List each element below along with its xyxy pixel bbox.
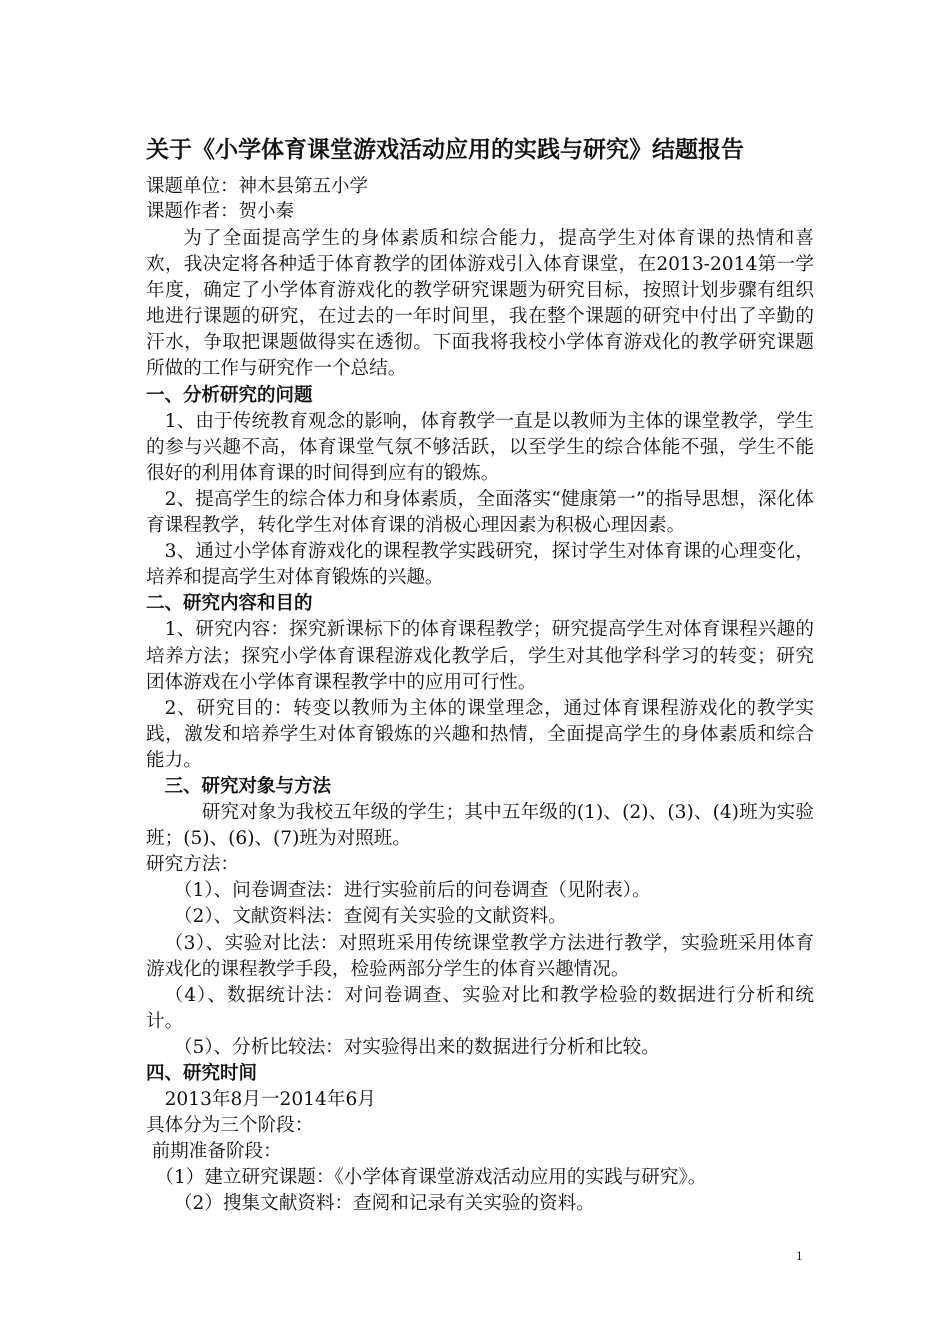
section-3-subjects: 研究对象为我校五年级的学生；其中五年级的(1)、(2)、(3)、(4)班为实验班；(5)、(6)、(7)班为对照班。 <box>146 802 814 850</box>
section-2-heading: 二、研究内容和目的 <box>146 593 313 615</box>
phase-1-item-2: （2）搜集文献资料：查阅和记录有关实验的资料。 <box>173 1193 595 1215</box>
section-1-item-1: 1、由于传统教育观念的影响，体育教学一直是以教师为主体的课堂教学，学生的参与兴趣不高，体育课堂气氛不够活跃，以至学生的综合体能不强，学生不能很好的利用体育课的时间得到应有的锻炼。 <box>146 410 814 484</box>
section-1-item-3: 3、通过小学体育游戏化的课程教学实践研究，探讨学生对体育课的心理变化，培养和提高学生对体育锻炼的兴趣。 <box>146 541 814 589</box>
report-title: 关于《小学体育课堂游戏活动应用的实践与研究》结题报告 <box>146 137 744 163</box>
research-period: 2013年8月一2014年6月 <box>164 1089 376 1111</box>
section-4-heading: 四、研究时间 <box>146 1063 258 1084</box>
project-unit: 课题单位：神木县第五小学 <box>146 176 369 197</box>
section-2-item-1: 1、研究内容：探究新课标下的体育课程教学；研究提高学生对体育课程兴趣的培养方法；探究小学体育课程游戏化教学后，学生对其他学科学习的转变；研究团体游戏在小学体育课程教学中的应用可行性。 <box>146 619 814 693</box>
section-1-item-2: 2、提高学生的综合体力和身体素质，全面落实“健康第一”的指导思想，深化体育课程教学，转化学生对体育课的消极心理因素为积极心理因素。 <box>146 488 814 537</box>
method-4: （4）、数据统计法：对问卷调查、实验对比和教学检验的数据进行分析和统计。 <box>146 984 814 1032</box>
section-1-heading: 一、分析研究的问题 <box>146 384 313 406</box>
section-2-item-2: 2、研究目的：转变以教师为主体的课堂理念，通过体育课程游戏化的教学实践，激发和培养学生对体育锻炼的兴趣和热情，全面提高学生的身体素质和综合能力。 <box>146 697 814 771</box>
project-author: 课题作者：贺小秦 <box>146 201 295 222</box>
intro-paragraph: 为了全面提高学生的身体素质和综合能力，提高学生对体育课的热情和喜欢，我决定将各种适于体育教学的团体游戏引入体育课堂，在2013-2014第一学年度，确定了小学体育游戏化的教学研究课题为研究目标，按照计划步骤有组织地进行课题的研究，在过去的一年时间里，我在整个课题的研究中付出了辛勤的汗水，争取把课题做得实在透彻。下面我将我校小学体育游戏化的教学研究课题所做的工作与研究作一个总结。 <box>146 228 814 380</box>
methods-label: 研究方法： <box>146 854 239 876</box>
phase-1-label: 前期准备阶段： <box>151 1141 282 1163</box>
phase-1-item-1: （1）建立研究课题：《小学体育课堂游戏活动应用的实践与研究》。 <box>155 1167 707 1189</box>
page-number: 1 <box>796 1248 803 1263</box>
phases-label: 具体分为三个阶段： <box>146 1115 314 1137</box>
report-body <box>146 226 814 1218</box>
section-3-heading: 三、研究对象与方法 <box>164 775 332 797</box>
method-5: （5）、分析比较法：对实验得出来的数据进行分析和比较。 <box>173 1036 660 1058</box>
method-1: （1）、问卷调查法：进行实验前后的问卷调查（见附表）。 <box>173 880 651 902</box>
method-2: （2）、文献资料法：查阅有关实验的文献资料。 <box>173 906 567 928</box>
method-3: （3）、实验对比法：对照班采用传统课堂教学方法进行教学，实验班采用体育游戏化的课程教学手段，检验两部分学生的体育兴趣情况。 <box>146 932 814 980</box>
